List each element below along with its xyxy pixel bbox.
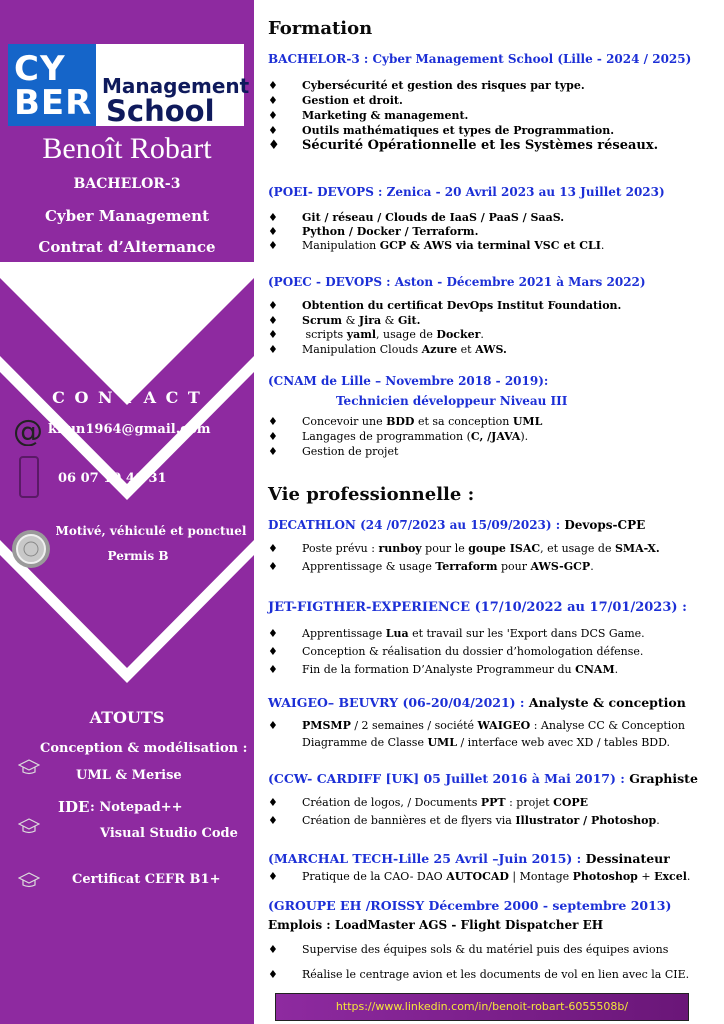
- cnam-langs: C, /JAVA: [470, 430, 521, 443]
- ccw-ppt: PPT: [480, 796, 506, 809]
- jet-lua: Lua: [385, 627, 409, 640]
- decathlon-text: pour le: [421, 542, 469, 555]
- poec-header: (POEC - DEVOPS : Aston - Décembre 2021 à Mars 2022): [268, 275, 646, 289]
- ccw-text: .: [656, 814, 660, 827]
- cnam-bdd: BDD: [386, 415, 415, 428]
- bullet-icon: ♦: [268, 109, 278, 122]
- svg-text:@: @: [13, 414, 43, 446]
- bullet-icon: ♦: [268, 968, 278, 981]
- atout-modeling: Conception & modélisation :: [40, 741, 248, 756]
- bachelor-item: Sécurité Opérationnelle et les Systèmes réseaux.: [302, 138, 659, 153]
- bullet-icon: ♦: [268, 814, 278, 827]
- phone-number: 06 07 10 46 31: [58, 471, 167, 486]
- poec-docker: Docker: [436, 328, 481, 341]
- waigeo-role: Analyste & conception: [528, 695, 686, 710]
- logo-ber-text: BER: [14, 83, 93, 123]
- cnam-text: et sa conception: [414, 415, 513, 428]
- cnam-text: ).: [520, 430, 529, 443]
- marchal-text: Pratique de la CAO- DAO: [302, 870, 447, 883]
- poec-scrum: Scrum: [302, 314, 343, 327]
- badge-icon: [10, 528, 52, 570]
- decathlon-bold: Terraform: [435, 560, 498, 573]
- bullet-icon: ♦: [268, 124, 278, 137]
- bachelor-header: BACHELOR-3 : Cyber Management School (Lille - 2024 / 2025): [268, 52, 692, 66]
- bachelor-item: Gestion et droit.: [302, 94, 403, 107]
- phone-icon: [18, 455, 40, 499]
- poec-text: scripts: [302, 328, 347, 341]
- decathlon-text: Poste prévu :: [302, 542, 379, 555]
- formation-title: Formation: [268, 18, 373, 39]
- bachelor-item: Cybersécurité et gestion des risques par type.: [302, 79, 585, 92]
- ccw-text: : projet: [505, 796, 554, 809]
- cnam-item: Gestion de projet: [302, 445, 399, 458]
- waigeo-header: WAIGEO– BEUVRY (06-20/04/2021) :: [268, 695, 529, 710]
- poec-text: et: [457, 343, 476, 356]
- cnam-subheader: Technicien développeur Niveau III: [336, 394, 568, 408]
- bullet-icon: ♦: [268, 225, 278, 238]
- linkedin-link[interactable]: https://www.linkedin.com/in/benoit-robart-6055508b/: [275, 993, 689, 1021]
- qualities-text: Motivé, véhiculé et ponctuel: [55, 524, 247, 538]
- marchal-text: +: [637, 870, 655, 883]
- license-text: Permis B: [107, 549, 169, 563]
- eh-item: Réalise le centrage avion et les documents de vol en lien avec la CIE.: [302, 968, 690, 981]
- waigeo-uml: UML: [427, 736, 457, 749]
- poec-text: Manipulation Clouds: [302, 343, 422, 356]
- poec-aws: AWS.: [475, 343, 507, 356]
- decathlon-text: pour: [497, 560, 531, 573]
- marchal-excel: Excel: [654, 870, 687, 883]
- logo-school-text: School: [106, 94, 215, 128]
- contract-label: Contrat d’Alternance: [38, 238, 216, 256]
- eh-role: Emplois : LoadMaster AGS - Flight Dispatcher EH: [268, 918, 604, 932]
- jet-header: JET-FIGTHER-EXPERIENCE (17/10/2022 au 17/01/2023) :: [268, 600, 687, 615]
- eh-header: (GROUPE EH /ROISSY Décembre 2000 - septembre 2013): [268, 898, 672, 913]
- experience-title: Vie professionnelle :: [268, 484, 475, 505]
- atout-vscode: Visual Studio Code: [100, 826, 238, 841]
- person-name: Benoît Robart: [42, 132, 212, 165]
- decathlon-header: DECATHLON (24 /07/2023 au 15/09/2023) :: [268, 518, 565, 532]
- atout-cefr: Certificat CEFR B1+: [72, 872, 221, 887]
- poec-azure: Azure: [421, 343, 458, 356]
- cnam-text: Concevoir une: [302, 415, 387, 428]
- decathlon-text: Apprentissage & usage: [302, 560, 436, 573]
- poei-item-bold: GCP & AWS via terminal VSC et CLI: [379, 239, 601, 252]
- bullet-icon: ♦: [268, 560, 278, 573]
- waigeo-text: Diagramme de Classe: [302, 736, 428, 749]
- bullet-icon: ♦: [268, 138, 280, 153]
- jet-text: Fin de la formation D’Analyste Programmeur du: [302, 663, 576, 676]
- logo-management-text: Management: [102, 74, 250, 98]
- cnam-uml: UML: [512, 415, 543, 428]
- jet-cnam: CNAM: [575, 663, 615, 676]
- sidebar: [0, 0, 254, 1024]
- cnam-text: Langages de programmation (: [302, 430, 471, 443]
- bullet-icon: ♦: [268, 314, 278, 327]
- atout-uml-merise: UML & Merise: [76, 768, 182, 783]
- marchal-text: | Montage: [508, 870, 573, 883]
- marchal-text: .: [686, 870, 691, 883]
- decathlon-role: Devops-CPE: [564, 518, 646, 532]
- bullet-icon: ♦: [268, 943, 278, 956]
- bullet-icon: ♦: [268, 627, 278, 640]
- waigeo-text: : Analyse CC & Conception: [530, 719, 686, 732]
- poec-sep: &: [342, 314, 359, 327]
- waigeo-bold: WAIGEO: [477, 719, 531, 732]
- ccw-tools: Illustrator / Photoshop: [515, 814, 657, 827]
- bullet-icon: ♦: [268, 870, 278, 883]
- atout-notepad: : Notepad++: [90, 800, 183, 815]
- decathlon-bold: goupe ISAC: [468, 542, 541, 555]
- poei-item-text: .: [600, 239, 605, 252]
- bullet-icon: ♦: [268, 239, 278, 252]
- program-label: Cyber Management: [44, 207, 210, 225]
- poec-text: .: [480, 328, 484, 341]
- jet-text: .: [614, 663, 619, 676]
- bachelor-item: Marketing & management.: [302, 109, 469, 122]
- bullet-icon: ♦: [268, 645, 278, 658]
- decathlon-text: , et usage de: [540, 542, 615, 555]
- bachelor-item: Outils mathématiques et types de Programmation.: [302, 124, 615, 137]
- bullet-icon: ♦: [268, 542, 278, 555]
- graduation-cap-icon: [18, 817, 40, 835]
- decathlon-text: .: [590, 560, 594, 573]
- jet-text: et travail sur les 'Export dans DCS Game.: [408, 627, 645, 640]
- ccw-text: Création de bannières et de flyers via: [302, 814, 516, 827]
- atouts-title: ATOUTS: [89, 708, 165, 727]
- ccw-cope: COPE: [553, 796, 589, 809]
- ccw-role: Graphiste: [629, 771, 698, 786]
- email-link[interactable]: khun1964@gmail.com: [48, 422, 211, 437]
- logo-cy-text: CY: [14, 49, 66, 89]
- marchal-autocad: AUTOCAD: [446, 870, 509, 883]
- bullet-icon: ♦: [268, 343, 278, 356]
- poei-item: Python / Docker / Terraform.: [302, 225, 479, 238]
- bullet-icon: ♦: [268, 211, 278, 224]
- marchal-photoshop: Photoshop: [572, 870, 638, 883]
- jet-item: Conception & réalisation du dossier d’homologation défense.: [302, 645, 644, 658]
- bullet-icon: ♦: [268, 299, 278, 312]
- marchal-role: Dessinateur: [585, 851, 670, 866]
- poec-git: Git.: [397, 314, 421, 327]
- waigeo-text: / interface web avec XD / tables BDD.: [456, 736, 671, 749]
- atout-ide-label: IDE: [58, 798, 90, 816]
- poei-item: Git / réseau / Clouds de IaaS / PaaS / SaaS.: [302, 211, 565, 224]
- school-logo: [8, 44, 250, 128]
- graduation-cap-icon: [18, 758, 40, 776]
- bullet-icon: ♦: [268, 415, 278, 428]
- bullet-icon: ♦: [268, 719, 278, 732]
- eh-item: Supervise des équipes sols & du matériel puis des équipes avions: [302, 943, 669, 956]
- poec-yaml: yaml: [346, 328, 377, 341]
- bullet-icon: ♦: [268, 430, 278, 443]
- contact-title: C O N T A C T: [52, 388, 202, 407]
- waigeo-text: / 2 semaines / société: [350, 719, 478, 732]
- degree-label: BACHELOR-3: [73, 176, 181, 192]
- poec-text: , usage de: [376, 328, 437, 341]
- poec-sep: &: [381, 314, 398, 327]
- poec-item: Obtention du certificat DevOps Institut Foundation.: [302, 299, 622, 312]
- bullet-icon: ♦: [268, 79, 278, 92]
- logo-cy-block: [8, 44, 96, 126]
- ccw-text: Création de logos, / Documents: [302, 796, 481, 809]
- bullet-icon: ♦: [268, 796, 278, 809]
- bullet-icon: ♦: [268, 328, 278, 341]
- decathlon-bold: SMA-X.: [614, 542, 660, 555]
- bullet-icon: ♦: [268, 94, 278, 107]
- bullet-icon: ♦: [268, 445, 278, 458]
- decathlon-bold: runboy: [378, 542, 422, 555]
- poei-header: (POEI- DEVOPS : Zenica - 20 Avril 2023 au 13 Juillet 2023): [268, 185, 665, 199]
- cnam-header: (CNAM de Lille – Novembre 2018 - 2019):: [268, 374, 549, 388]
- graduation-cap-icon: [18, 871, 40, 889]
- jet-text: Apprentissage: [302, 627, 386, 640]
- poec-jira: Jira: [358, 314, 382, 327]
- at-icon: [12, 414, 44, 446]
- bullet-icon: ♦: [268, 663, 278, 676]
- decathlon-bold: AWS-GCP: [530, 560, 591, 573]
- marchal-header: (MARCHAL TECH-Lille 25 Avril –Juin 2015) :: [268, 851, 586, 866]
- waigeo-bold: PMSMP: [302, 719, 351, 732]
- ccw-header: (CCW- CARDIFF [UK] 05 Juillet 2016 à Mai 2017) :: [268, 771, 630, 786]
- poei-item-text: Manipulation: [302, 239, 380, 252]
